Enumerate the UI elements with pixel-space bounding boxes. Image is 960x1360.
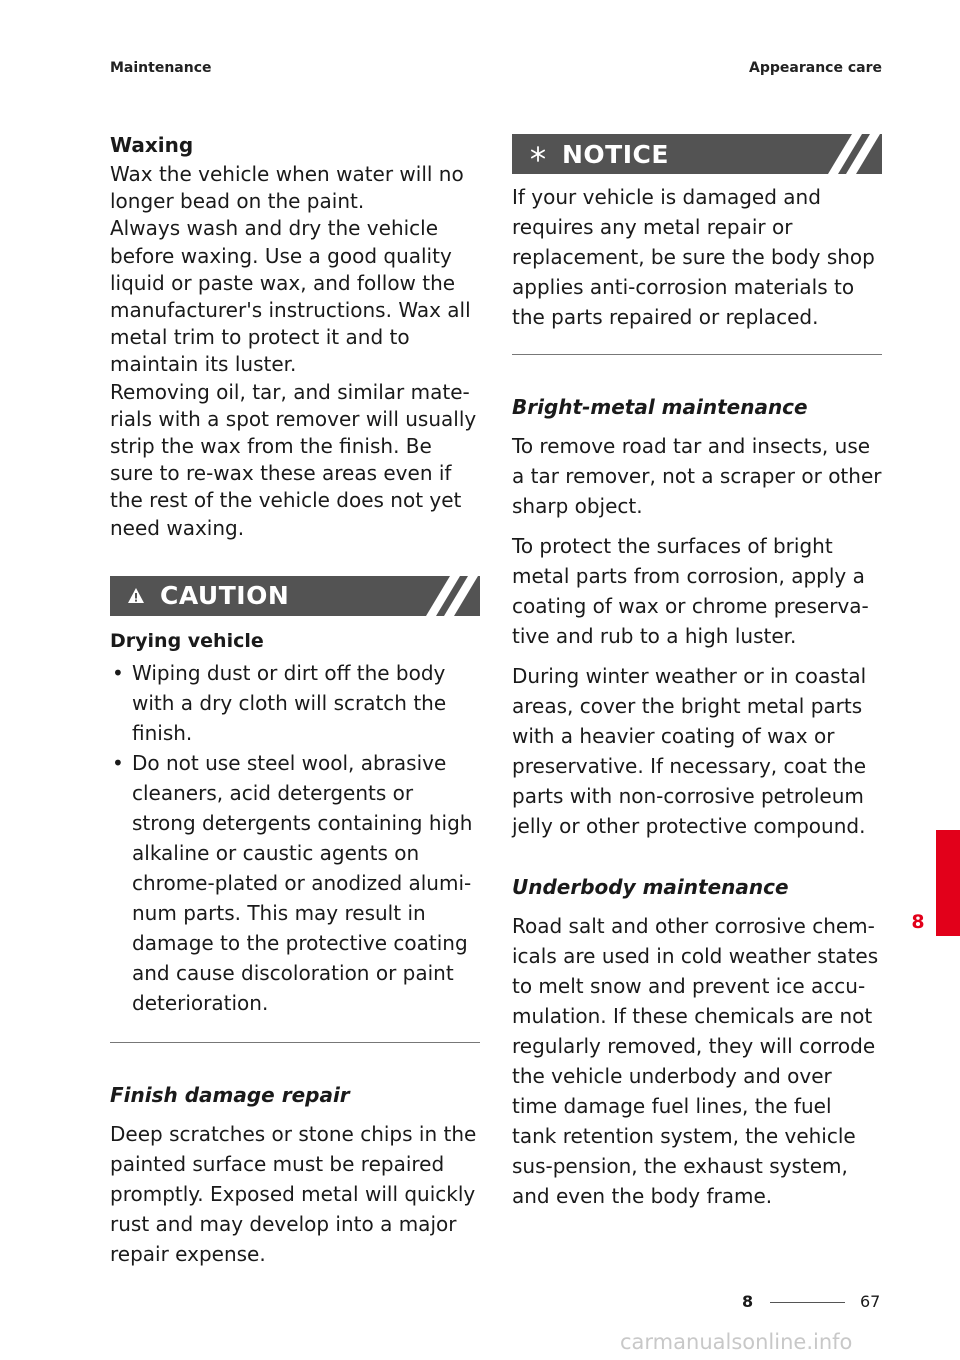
waxing-line: manufacturer's instructions. Wax all [110,298,471,323]
footer-divider [770,1302,845,1303]
bright-metal-paragraph: To protect the surfaces of bright metal parts from corrosion, apply a coating of wax or chrome preserva-tive and rub to a high luster. [512,534,869,648]
finish-damage-text: Deep scratches or stone chips in the painted surface must be repaired promptly. Exposed metal will quickly rust and may develop into a major repair expense. [110,1121,477,1266]
bullet-marker: • [112,750,124,775]
bullet-text: Do not use steel wool, abrasive cleaners, acid detergents or strong detergents containing high alkaline or caustic agents on chrome-plated or anodized alumi-num parts. This may result in damage to the protective coating and cause discoloration or paint deterioration. [132,750,473,1015]
waxing-line: metal trim to protect it and to [110,325,410,350]
caution-label: CAUTION [160,581,290,611]
waxing-line: longer bead on the paint. [110,189,365,214]
section-divider [512,354,882,355]
underbody-title: Underbody maintenance [512,875,789,899]
asterisk-icon [528,144,548,164]
caution-bullet-list [110,658,480,1018]
waxing-line: before waxing. Use a good quality [110,243,452,268]
footer-chapter-number: 8 [742,1292,754,1311]
waxing-line: maintain its luster. [110,352,297,377]
watermark: carmanualsonline.info [620,1330,853,1354]
bright-metal-paragraph: During winter weather or in coastal areas, cover the bright metal parts with a heavier coating of wax or preservative. If necessary, coat the parts with non-corrosive petroleum jelly or other protective compound. [512,664,867,838]
section-divider [110,1042,480,1043]
banner-slashes [826,134,882,174]
notice-text: If your vehicle is damaged and requires any metal repair or replacement, be sure the body shop applies anti-corrosion materials to the parts repaired or replaced. [512,185,875,329]
chapter-tab-number: 8 [911,911,925,933]
bullet-marker: • [112,660,124,685]
chapter-tab [936,830,960,936]
waxing-line: sure to re-wax these areas even if [110,461,452,486]
header-chapter: Appearance care [749,60,882,76]
warning-triangle-icon [126,586,146,606]
header-section: Maintenance [110,60,212,76]
bullet-text: Wiping dust or dirt off the body with a dry cloth will scratch the finish. [132,660,447,745]
waxing-line: rials with a spot remover will usually [110,406,477,431]
caution-banner [110,576,480,616]
list-item [110,658,480,748]
page-number: 67 [860,1292,881,1311]
list-item [110,748,480,1018]
notice-banner [512,134,882,174]
underbody-text: Road salt and other corrosive chem-icals are used in cold weather states to melt snow and prevent ice accu-mulation. If these chemicals are not regularly removed, they will corrode the vehicle underbody and over time damage fuel lines, the fuel tank retention system, the vehicle sus-pension, the exhaust system, and even the body frame. [512,914,879,1208]
waxing-line: Removing oil, tar, and similar mate- [110,379,470,404]
waxing-line: Always wash and dry the vehicle [110,216,439,241]
bright-metal-title: Bright-metal maintenance [512,395,808,419]
waxing-line: need waxing. [110,515,245,540]
waxing-line: liquid or paste wax, and follow the [110,270,456,295]
bright-metal-paragraph: To remove road tar and insects, use a tar remover, not a scraper or other sharp object. [512,434,882,518]
notice-label: NOTICE [562,139,669,169]
waxing-text [110,161,480,542]
banner-slashes [424,576,480,616]
waxing-title: Waxing [110,133,194,157]
left-column [110,132,480,1279]
finish-damage-title: Finish damage repair [110,1082,350,1107]
right-column [512,134,882,1221]
caution-subtitle: Drying vehicle [110,629,264,652]
waxing-line: Wax the vehicle when water will no [110,162,464,186]
waxing-line: strip the wax from the finish. Be [110,434,432,459]
waxing-line: the rest of the vehicle does not yet [110,488,462,513]
